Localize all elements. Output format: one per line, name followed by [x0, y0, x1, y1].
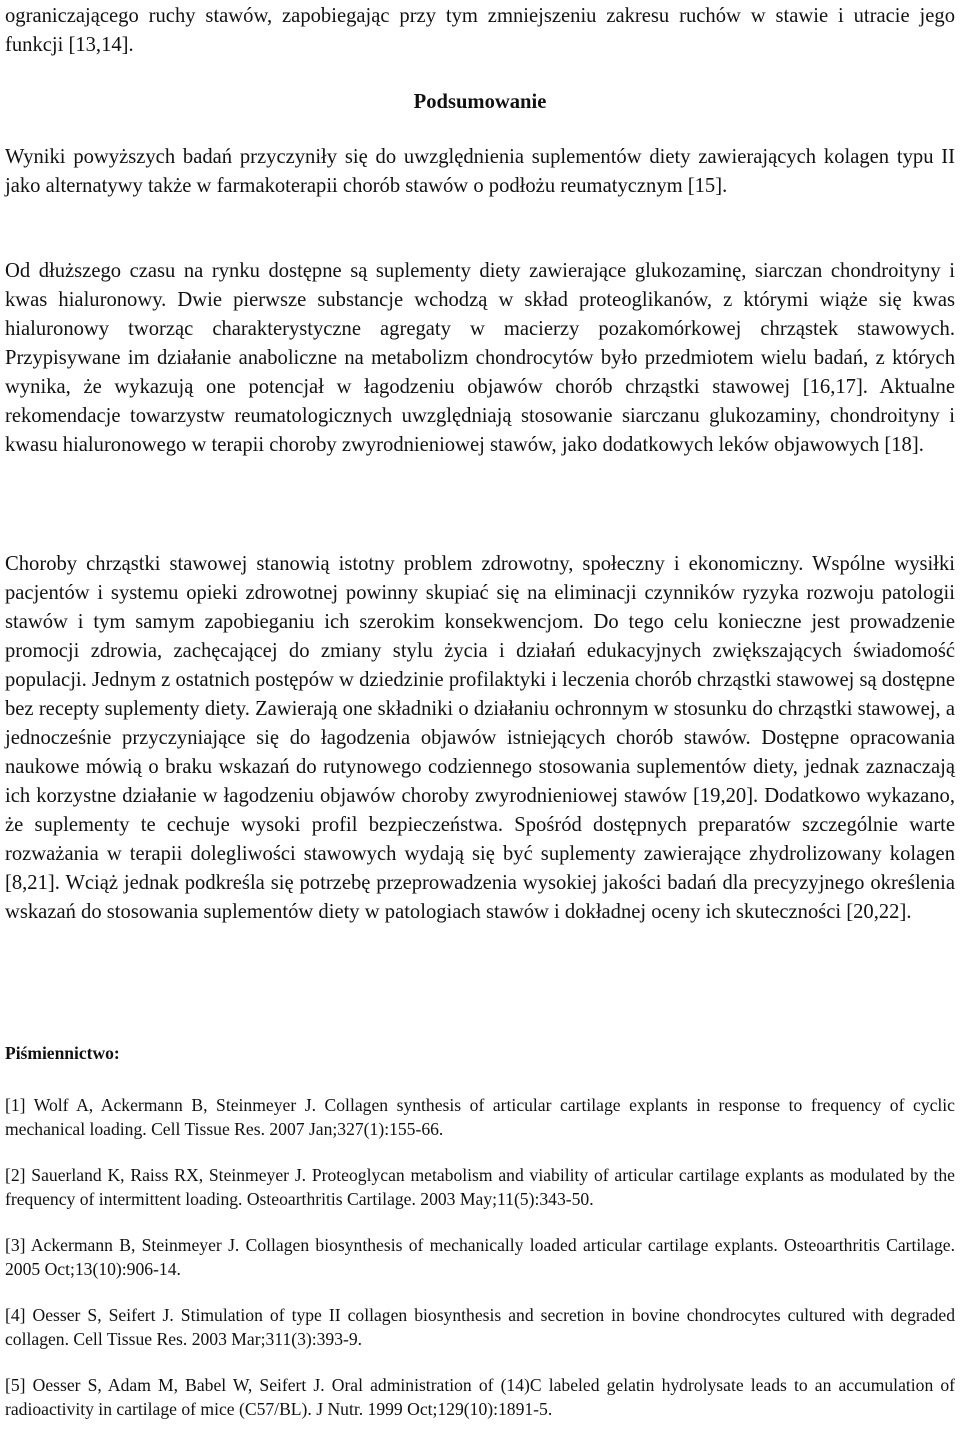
summary-paragraph-2: Od dłuższego czasu na rynku dostępne są suplementy diety zawierające glukozaminę, siarczan chondroityny i kwas hialuronowy. Dwie pierwsze substancje wchodzą w skład proteoglikanów, z którymi wiąże się kwas hialuronowy tworząc charakterystyczne agregaty w macierzy pozakomórkowej chrząstek stawowych. Przypisywane im działanie anaboliczne na metabolizm chondrocytów było przedmiotem wielu badań, z których wynika, że wykazują one potencjał w łagodzeniu objawów chorób chrząstki stawowej [16,17]. Aktualne rekomendacje towarzystw reumatologicznych uwzględniają stosowanie siarczanu glukozaminy, chondroityny i kwasu hialuronowego w terapii choroby zwyrodnieniowej stawów, jako dodatkowych leków objawowych [18].	[5, 260, 955, 456]
references-list	[5, 1093, 955, 1443]
reference-item: [5] Oesser S, Adam M, Babel W, Seifert J. Oral administration of (14)C labeled gelatin hydrolysate leads to an accumulation of radioactivity in cartilage of mice (C57/BL). J Nutr. 1999 Oct;129(10):1891-5.	[5, 1375, 955, 1419]
section-heading: Podsumowanie	[413, 91, 547, 113]
intro-paragraph: ograniczającego ruchy stawów, zapobiegając przy tym zmniejszeniu zakresu ruchów w stawie i utracie jego funkcji [13,14].	[5, 5, 955, 56]
reference-item: [2] Sauerland K, Raiss RX, Steinmeyer J. Proteoglycan metabolism and viability of articular cartilage explants as modulated by the frequency of intermittent loading. Osteoarthritis Cartilage. 2003 May;11(5):343-50.	[5, 1165, 955, 1209]
reference-item: [3] Ackermann B, Steinmeyer J. Collagen biosynthesis of mechanically loaded articular cartilage explants. Osteoarthritis Cartilage. 2005 Oct;13(10):906-14.	[5, 1235, 955, 1279]
summary-paragraph-1: Wyniki powyższych badań przyczyniły się do uwzględnienia suplementów diety zawierających kolagen typu II jako alternatywy także w farmakoterapii chorób stawów o podłożu reumatycznym [15].	[5, 146, 955, 197]
references-title: Piśmiennictwo:	[5, 1043, 120, 1063]
reference-item: [4] Oesser S, Seifert J. Stimulation of type II collagen biosynthesis and secretion in bovine chondrocytes cultured with degraded collagen. Cell Tissue Res. 2003 Mar;311(3):393-9.	[5, 1305, 955, 1349]
reference-item: [1] Wolf A, Ackermann B, Steinmeyer J. Collagen synthesis of articular cartilage explants in response to frequency of cyclic mechanical loading. Cell Tissue Res. 2007 Jan;327(1):155-66.	[5, 1095, 955, 1139]
summary-paragraph-3: Choroby chrząstki stawowej stanowią istotny problem zdrowotny, społeczny i ekonomiczny. Wspólne wysiłki pacjentów i systemu opieki zdrowotnej powinny skupiać się na eliminacji czynników ryzyka rozwoju patologii stawów i tym samym zapobieganiu ich szerokim konsekwencjom. Do tego celu konieczne jest prowadzenie promocji zdrowia, zachęcającej do zmiany stylu życia i działań edukacyjnych zwiększających świadomość populacji. Jednym z ostatnich postępów w dziedzinie profilaktyki i leczenia chorób chrząstki stawowej są dostępne bez recepty suplementy diety. Zawierają one składniki o działaniu ochronnym w stosunku do chrząstki stawowej, a jednocześnie przyczyniające się do łagodzenia objawów istniejących chorób stawów. Dostępne opracowania naukowe mówią o braku wskazań do rutynowego codziennego stosowania suplementów diety, jednak zaznaczają ich korzystne działanie w łagodzeniu objawów choroby zwyrodnieniowej stawów [19,20]. Dodatkowo wykazano, że suplementy te cechuje wysoki profil bezpieczeństwa. Spośród dostępnych preparatów szczególnie warte rozważania w terapii dolegliwości stawowych wydają się być suplementy zawierające zhydrolizowany kolagen [8,21]. Wciąż jednak podkreśla się potrzebę przeprowadzenia wysokiej jakości badań dla precyzyjnego określenia wskazań do stosowania suplementów diety w patologiach stawów i dokładnej oceny ich skuteczności [20,22].	[5, 553, 955, 923]
